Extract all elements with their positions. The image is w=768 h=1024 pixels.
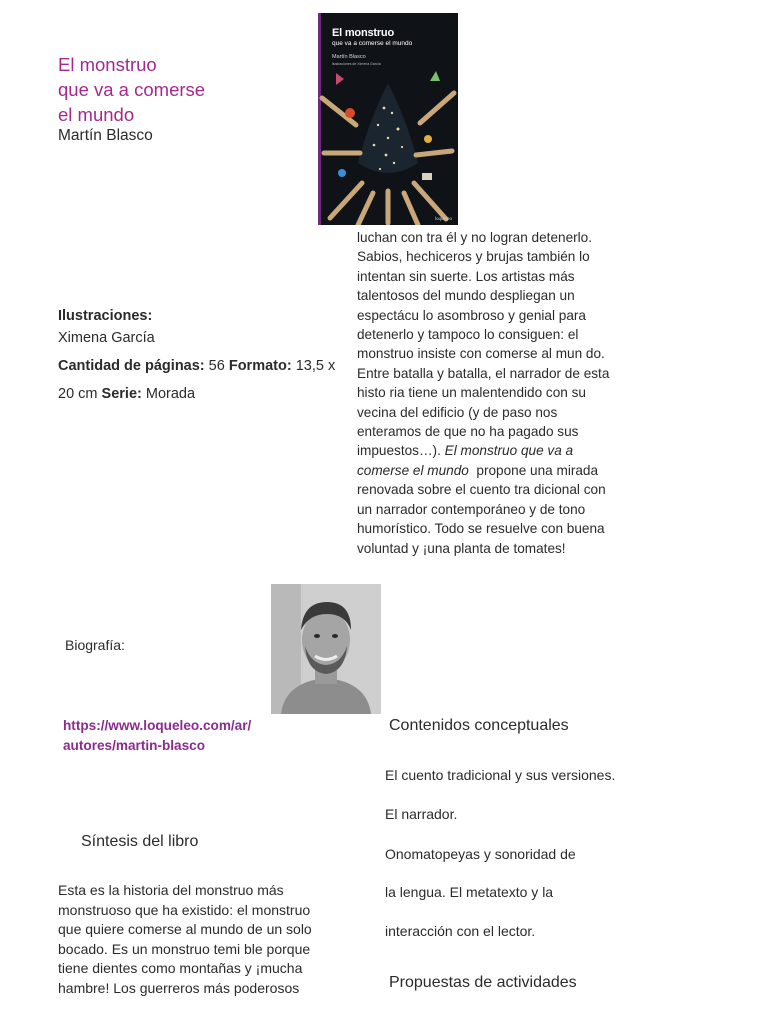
text-line: Sabios, hechiceros y brujas también lo: [357, 249, 590, 265]
book-title-line: El monstruo: [58, 54, 157, 75]
text-line: impuestos…). El monstruo que va a: [357, 443, 574, 459]
text-line: Entre batalla y batalla, el narrador de esta: [357, 365, 610, 381]
synopsis-continuation: [357, 228, 647, 558]
author-bio-link[interactable]: [63, 716, 293, 755]
author-portrait: [271, 584, 381, 714]
contents-item: El cuento tradicional y sus versiones.: [385, 767, 616, 783]
book-title-line: que va a comerse: [58, 79, 206, 100]
contents-item: Onomatopeyas y sonoridad de: [385, 846, 576, 862]
text-line: histo ria tiene un malentendido con su: [357, 385, 586, 401]
contents-item: El narrador.: [385, 806, 458, 822]
contents-item: la lengua. El metatexto y la: [385, 884, 554, 900]
text-line: vecina del edificio (y de paso nos: [357, 404, 558, 420]
illustrations-label: Ilustraciones:: [58, 308, 153, 324]
text-line: monstruoso que ha existido: el monstruo: [58, 901, 311, 918]
text-line: Esta es la historia del monstruo más: [58, 882, 284, 898]
text-line: comerse el mundo propone una mirada: [357, 462, 599, 478]
text-line: luchan con tra él y no logran detenerlo.: [357, 230, 593, 245]
cover-subtitle: que va a comerse el mundo: [332, 40, 413, 47]
cover-author: Martín Blasco: [332, 54, 366, 60]
text-line: intentan sin suerte. Los artistas más: [357, 268, 575, 284]
author-bio-link-line[interactable]: autores/martin-blasco: [63, 737, 206, 753]
illustrator-name: Ximena García: [58, 330, 155, 346]
text-line: talentosos del mundo despliegan un: [357, 288, 575, 304]
text-line: un narrador contemporáneo y de tono: [357, 501, 586, 517]
cover-title: El monstruo: [332, 27, 394, 39]
text-line: renovada sobre el cuento tra dicional con: [357, 482, 606, 498]
book-title: [58, 52, 298, 127]
contents-item: interacción con el lector.: [385, 923, 536, 939]
activities-heading: Propuestas de actividades: [389, 974, 577, 991]
author-photo: [271, 584, 381, 714]
text-line: enteramos de que no ha pagado sus: [357, 424, 579, 440]
text-line: humorístico. Todo se resuelve con buena: [357, 521, 605, 537]
cover-credit: ilustraciones de Ximena García: [332, 62, 381, 66]
book-title-line: el mundo: [58, 104, 135, 125]
contents-heading: Contenidos conceptuales: [389, 717, 569, 734]
book-specs-cont: 20 cm Serie: Morada: [58, 386, 196, 402]
text-line: espectácu lo asombroso y genial para: [357, 307, 586, 323]
text-line: que quiere comerse al mundo de un solo: [58, 921, 312, 937]
book-specs: Cantidad de páginas: 56 Formato: 13,5 x: [58, 358, 336, 374]
biography-label: Biografía:: [65, 637, 125, 653]
author-bio-link-line[interactable]: https://www.loqueleo.com/ar/: [63, 718, 252, 733]
text-line: tiene dientes como montañas y ¡mucha: [58, 960, 303, 976]
text-line: hambre! Los guerreros más poderosos: [58, 979, 300, 996]
text-line: detenerlo y tampoco lo consiguen: el: [357, 327, 579, 343]
publisher-logo: loqueleo: [434, 216, 452, 221]
text-line: monstruo insiste con comerse al mun do.: [357, 346, 605, 362]
text-line: voluntad y ¡una planta de tomates!: [357, 540, 566, 556]
book-cover-image: [318, 13, 458, 225]
synopsis-text: [58, 881, 348, 998]
synopsis-heading: Síntesis del libro: [81, 833, 199, 850]
text-line: bocado. Es un monstruo temi ble porque: [58, 940, 311, 957]
book-author: Martín Blasco: [58, 127, 153, 144]
